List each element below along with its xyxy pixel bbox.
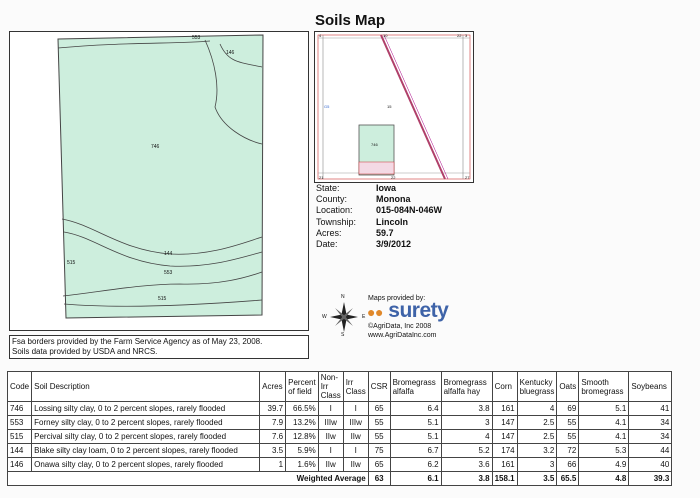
header-cell: Bromegrass alfalfa (390, 372, 441, 402)
locator-label: 4 (319, 33, 322, 38)
cell-percent: 1.6% (286, 458, 319, 472)
cell-acres: 7.9 (260, 416, 286, 430)
compass-n: N (341, 294, 345, 300)
cell-smooth-brome: 5.1 (579, 402, 629, 416)
cell-brome-hay: 5.2 (441, 444, 492, 458)
surety-logo (367, 299, 448, 323)
cell-smooth-brome: 4.1 (579, 430, 629, 444)
avg-brome-hay: 3.8 (441, 472, 492, 486)
cell-description: Forney silty clay, 0 to 2 percent slopes, rarely flooded (32, 416, 260, 430)
cell-brome-alfalfa: 6.7 (390, 444, 441, 458)
cell-irr: IIw (343, 430, 368, 444)
cell-percent: 12.8% (286, 430, 319, 444)
soil-map (9, 31, 309, 331)
note-line: Soils data provided by USDA and NRCS. (12, 347, 158, 356)
cell-csr: 55 (368, 430, 390, 444)
cell-irr: I (343, 402, 368, 416)
table-row (8, 430, 672, 444)
info-value: 59.7 (376, 227, 394, 238)
cell-soybeans: 34 (629, 416, 672, 430)
cell-csr: 65 (368, 402, 390, 416)
compass-s: S (341, 332, 345, 338)
avg-oats: 65.5 (557, 472, 579, 486)
cell-oats: 72 (557, 444, 579, 458)
info-value: 3/9/2012 (376, 239, 412, 250)
map-label: 515 (158, 296, 167, 302)
header-cell: Bromegrass alfalfa hay (441, 372, 492, 402)
cell-csr: 55 (368, 416, 390, 430)
map-label: 553 (164, 270, 173, 276)
info-key: Acres: (316, 227, 342, 238)
cell-csr: 75 (368, 444, 390, 458)
cell-acres: 3.5 (260, 444, 286, 458)
cell-brome-hay: 3 (441, 416, 492, 430)
header-cell: Corn (492, 372, 517, 402)
cell-description: Blake silty clay loam, 0 to 2 percent slopes, rarely flooded (32, 444, 260, 458)
cell-brome-hay: 3.8 (441, 402, 492, 416)
cell-code: 144 (8, 444, 32, 458)
locator-label: 746 (371, 142, 378, 147)
avg-csr: 63 (368, 472, 390, 486)
header-cell: Oats (557, 372, 579, 402)
cell-smooth-brome: 5.3 (579, 444, 629, 458)
info-key: Location: (316, 205, 353, 216)
locator-label: 27 (465, 175, 470, 180)
cell-nonirr: IIw (318, 430, 343, 444)
avg-soybeans: 39.3 (629, 472, 672, 486)
locator-map (314, 31, 474, 183)
header-cell: Soil Description (32, 372, 260, 402)
compass-w: W (322, 314, 327, 320)
cell-oats: 55 (557, 430, 579, 444)
cell-csr: 65 (368, 458, 390, 472)
compass-e: E (362, 314, 366, 320)
header-cell: Kentucky bluegrass (517, 372, 557, 402)
cell-acres: 39.7 (260, 402, 286, 416)
info-value: 015-084N-046W (376, 205, 443, 216)
weighted-average-row (8, 472, 672, 486)
cell-soybeans: 40 (629, 458, 672, 472)
cell-smooth-brome: 4.1 (579, 416, 629, 430)
cell-percent: 5.9% (286, 444, 319, 458)
map-label: 553 (192, 35, 201, 41)
cell-brome-alfalfa: 5.1 (390, 416, 441, 430)
cell-corn: 174 (492, 444, 517, 458)
cell-brome-alfalfa: 6.4 (390, 402, 441, 416)
cell-percent: 66.5% (286, 402, 319, 416)
cell-description: Percival silty clay, 0 to 2 percent slopes, rarely flooded (32, 430, 260, 444)
cell-nonirr: IIw (318, 458, 343, 472)
copyright-text: ©AgriData, Inc 2008 (368, 323, 432, 330)
cell-oats: 69 (557, 402, 579, 416)
table-header-row (8, 372, 672, 402)
soils-table (7, 371, 672, 486)
cell-code: 553 (8, 416, 32, 430)
compass-rose-icon (322, 294, 366, 338)
table-row (8, 444, 672, 458)
cell-oats: 66 (557, 458, 579, 472)
provided-by-label: Maps provided by: (368, 295, 426, 302)
info-value: Iowa (376, 183, 397, 193)
header-cell: Soybeans (629, 372, 672, 402)
map-label: 146 (226, 50, 235, 56)
info-key: State: (316, 183, 340, 193)
cell-brome-alfalfa: 6.2 (390, 458, 441, 472)
cell-soybeans: 34 (629, 430, 672, 444)
cell-soybeans: 44 (629, 444, 672, 458)
cell-description: Lossing silty clay, 0 to 2 percent slopes, rarely flooded (32, 402, 260, 416)
cell-code: 146 (8, 458, 32, 472)
cell-nonirr: I (318, 402, 343, 416)
logo-text: surety (388, 299, 449, 322)
cell-brome-hay: 3.6 (441, 458, 492, 472)
header-cell: Irr Class (343, 372, 368, 402)
info-key: County: (316, 194, 348, 205)
cell-bluegrass: 4 (517, 402, 557, 416)
cell-description: Onawa silty clay, 0 to 2 percent slopes, rarely flooded (32, 458, 260, 472)
locator-label: G5 (324, 104, 330, 109)
info-value: Monona (376, 194, 411, 205)
avg-brome-alfalfa: 6.1 (390, 472, 441, 486)
locator-label: 22 (391, 175, 396, 180)
header-cell: Percent of field (286, 372, 319, 402)
cell-percent: 13.2% (286, 416, 319, 430)
logo-mark-icon: ●● (367, 304, 383, 320)
cell-brome-alfalfa: 5.1 (390, 430, 441, 444)
cell-corn: 147 (492, 416, 517, 430)
info-value: Lincoln (376, 216, 408, 227)
table-row (8, 402, 672, 416)
cell-irr: I (343, 444, 368, 458)
note-line: Fsa borders provided by the Farm Service Agency as of May 23, 2008. (12, 337, 263, 346)
branding-copyright (368, 323, 436, 340)
header-cell: Non-Irr Class (318, 372, 343, 402)
cell-corn: 161 (492, 458, 517, 472)
cell-smooth-brome: 4.9 (579, 458, 629, 472)
table-row (8, 458, 672, 472)
cell-code: 515 (8, 430, 32, 444)
header-cell: Smooth bromegrass (579, 372, 629, 402)
cell-corn: 147 (492, 430, 517, 444)
cell-acres: 7.6 (260, 430, 286, 444)
map-label: 144 (164, 251, 173, 257)
info-key: Date: (316, 239, 338, 250)
cell-nonirr: I (318, 444, 343, 458)
cell-irr: IIIw (343, 416, 368, 430)
locator-label: 22 (457, 33, 462, 38)
cell-bluegrass: 2.5 (517, 416, 557, 430)
avg-smooth-brome: 4.8 (579, 472, 629, 486)
cell-bluegrass: 3 (517, 458, 557, 472)
avg-corn: 158.1 (492, 472, 517, 486)
info-key: Township: (316, 216, 357, 227)
avg-bluegrass: 3.5 (517, 472, 557, 486)
cell-code: 746 (8, 402, 32, 416)
cell-brome-hay: 4 (441, 430, 492, 444)
website-link[interactable]: www.AgriDataInc.com (368, 331, 437, 339)
header-cell: Code (8, 372, 32, 402)
average-label: Weighted Average (8, 472, 369, 486)
cell-bluegrass: 3.2 (517, 444, 557, 458)
cell-bluegrass: 2.5 (517, 430, 557, 444)
cell-soybeans: 41 (629, 402, 672, 416)
locator-label: 3 (465, 33, 468, 38)
cell-corn: 161 (492, 402, 517, 416)
cell-oats: 55 (557, 416, 579, 430)
data-source-note (9, 335, 309, 359)
header-cell: CSR (368, 372, 390, 402)
cell-nonirr: IIIw (318, 416, 343, 430)
cell-acres: 1 (260, 458, 286, 472)
page-title: Soils Map (314, 12, 385, 29)
map-label: 515 (67, 260, 76, 266)
header-cell: Acres (260, 372, 286, 402)
field-info (316, 183, 442, 250)
cell-irr: IIw (343, 458, 368, 472)
locator-label: 10 (383, 33, 388, 38)
locator-label: 21 (319, 175, 324, 180)
locator-label: 15 (387, 104, 392, 109)
map-label: 746 (151, 144, 160, 150)
table-row (8, 416, 672, 430)
